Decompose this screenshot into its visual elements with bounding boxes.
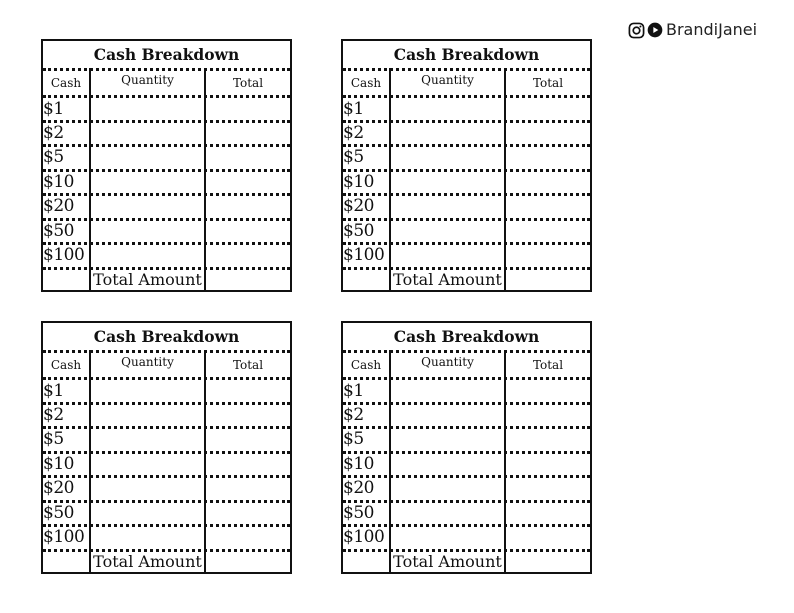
cash-breakdown-card xyxy=(41,39,292,292)
column-header-cash: Cash xyxy=(50,76,82,90)
quantity-cell[interactable] xyxy=(391,380,504,402)
denomination-label: $5 xyxy=(343,429,364,449)
total-cell[interactable] xyxy=(206,98,290,120)
column-header-total: Total xyxy=(532,358,564,372)
denomination-label: $2 xyxy=(343,123,364,143)
quantity-cell[interactable] xyxy=(91,527,204,549)
total-cell[interactable] xyxy=(506,172,590,194)
denomination-label: $2 xyxy=(43,405,64,425)
quantity-cell[interactable] xyxy=(391,196,504,218)
quantity-cell[interactable] xyxy=(91,123,204,145)
total-amount-label: Total Amount xyxy=(93,270,202,289)
cash-breakdown-card xyxy=(341,39,592,292)
denomination-label: $100 xyxy=(43,527,85,547)
denomination-label: $20 xyxy=(343,196,374,216)
quantity-cell[interactable] xyxy=(91,380,204,402)
total-cell[interactable] xyxy=(506,503,590,525)
total-cell[interactable] xyxy=(506,147,590,169)
denomination-label: $1 xyxy=(343,99,364,119)
quantity-cell[interactable] xyxy=(391,527,504,549)
total-cell[interactable] xyxy=(206,380,290,402)
total-amount-cell[interactable] xyxy=(506,550,590,574)
denomination-label: $20 xyxy=(43,196,74,216)
denomination-label: $20 xyxy=(43,478,74,498)
total-cell[interactable] xyxy=(506,429,590,451)
total-cell[interactable] xyxy=(206,245,290,267)
quantity-cell[interactable] xyxy=(391,172,504,194)
total-amount-label: Total Amount xyxy=(393,552,502,571)
total-cell[interactable] xyxy=(206,527,290,549)
card-title: Cash Breakdown xyxy=(93,327,240,346)
column-header-quantity: Quantity xyxy=(121,73,174,87)
total-amount-cell[interactable] xyxy=(206,550,290,574)
card-title: Cash Breakdown xyxy=(93,45,240,64)
total-cell[interactable] xyxy=(206,147,290,169)
quantity-cell[interactable] xyxy=(91,429,204,451)
cash-breakdown-card xyxy=(341,321,592,574)
quantity-cell[interactable] xyxy=(91,405,204,427)
total-cell[interactable] xyxy=(506,196,590,218)
denomination-label: $100 xyxy=(43,245,85,265)
total-cell[interactable] xyxy=(206,503,290,525)
column-header-cash: Cash xyxy=(350,358,382,372)
quantity-cell[interactable] xyxy=(391,503,504,525)
quantity-cell[interactable] xyxy=(91,196,204,218)
total-amount-cell[interactable] xyxy=(206,268,290,292)
total-cell[interactable] xyxy=(206,405,290,427)
total-cell[interactable] xyxy=(506,527,590,549)
column-header-quantity: Quantity xyxy=(421,73,474,87)
quantity-cell[interactable] xyxy=(391,123,504,145)
column-header-total: Total xyxy=(232,358,264,372)
quantity-cell[interactable] xyxy=(391,405,504,427)
column-header-quantity: Quantity xyxy=(121,355,174,369)
quantity-cell[interactable] xyxy=(391,221,504,243)
denomination-label: $5 xyxy=(343,147,364,167)
denomination-label: $10 xyxy=(343,172,374,192)
denomination-label: $10 xyxy=(43,172,74,192)
column-header-quantity: Quantity xyxy=(421,355,474,369)
total-cell[interactable] xyxy=(506,221,590,243)
total-cell[interactable] xyxy=(506,380,590,402)
card-title: Cash Breakdown xyxy=(393,327,540,346)
denomination-label: $5 xyxy=(43,147,64,167)
quantity-cell[interactable] xyxy=(91,454,204,476)
column-header-cash: Cash xyxy=(50,358,82,372)
denomination-label: $20 xyxy=(343,478,374,498)
column-header-cash: Cash xyxy=(350,76,382,90)
total-cell[interactable] xyxy=(506,98,590,120)
total-amount-label: Total Amount xyxy=(93,552,202,571)
denomination-label: $1 xyxy=(43,381,64,401)
total-cell[interactable] xyxy=(206,196,290,218)
quantity-cell[interactable] xyxy=(391,454,504,476)
denomination-label: $2 xyxy=(43,123,64,143)
total-cell[interactable] xyxy=(206,221,290,243)
denomination-label: $5 xyxy=(43,429,64,449)
denomination-label: $50 xyxy=(43,503,74,523)
denomination-label: $50 xyxy=(343,503,374,523)
quantity-cell[interactable] xyxy=(391,98,504,120)
denomination-label: $2 xyxy=(343,405,364,425)
total-cell[interactable] xyxy=(206,429,290,451)
column-header-total: Total xyxy=(232,76,264,90)
quantity-cell[interactable] xyxy=(91,147,204,169)
quantity-cell[interactable] xyxy=(91,478,204,500)
cash-breakdown-card xyxy=(41,321,292,574)
quantity-cell[interactable] xyxy=(91,245,204,267)
total-cell[interactable] xyxy=(506,123,590,145)
total-cell[interactable] xyxy=(206,454,290,476)
total-amount-label: Total Amount xyxy=(393,270,502,289)
total-cell[interactable] xyxy=(206,478,290,500)
column-header-total: Total xyxy=(532,76,564,90)
total-cell[interactable] xyxy=(506,454,590,476)
denomination-label: $1 xyxy=(43,99,64,119)
denomination-label: $1 xyxy=(343,381,364,401)
card-title: Cash Breakdown xyxy=(393,45,540,64)
denomination-label: $100 xyxy=(343,245,385,265)
quantity-cell[interactable] xyxy=(391,245,504,267)
quantity-cell[interactable] xyxy=(91,98,204,120)
quantity-cell[interactable] xyxy=(391,147,504,169)
total-cell[interactable] xyxy=(206,123,290,145)
total-cell[interactable] xyxy=(506,478,590,500)
quantity-cell[interactable] xyxy=(391,478,504,500)
brand-name: BrandiJanei xyxy=(666,20,758,39)
denomination-label: $50 xyxy=(43,221,74,241)
youtube-icon xyxy=(647,22,663,38)
total-cell[interactable] xyxy=(206,172,290,194)
quantity-cell[interactable] xyxy=(91,172,204,194)
quantity-cell[interactable] xyxy=(391,429,504,451)
instagram-icon xyxy=(628,22,645,39)
denomination-label: $10 xyxy=(343,454,374,474)
total-cell[interactable] xyxy=(506,405,590,427)
quantity-cell[interactable] xyxy=(91,503,204,525)
brand-handle xyxy=(628,19,757,41)
quantity-cell[interactable] xyxy=(91,221,204,243)
denomination-label: $10 xyxy=(43,454,74,474)
denomination-label: $50 xyxy=(343,221,374,241)
total-amount-cell[interactable] xyxy=(506,268,590,292)
denomination-label: $100 xyxy=(343,527,385,547)
total-cell[interactable] xyxy=(506,245,590,267)
